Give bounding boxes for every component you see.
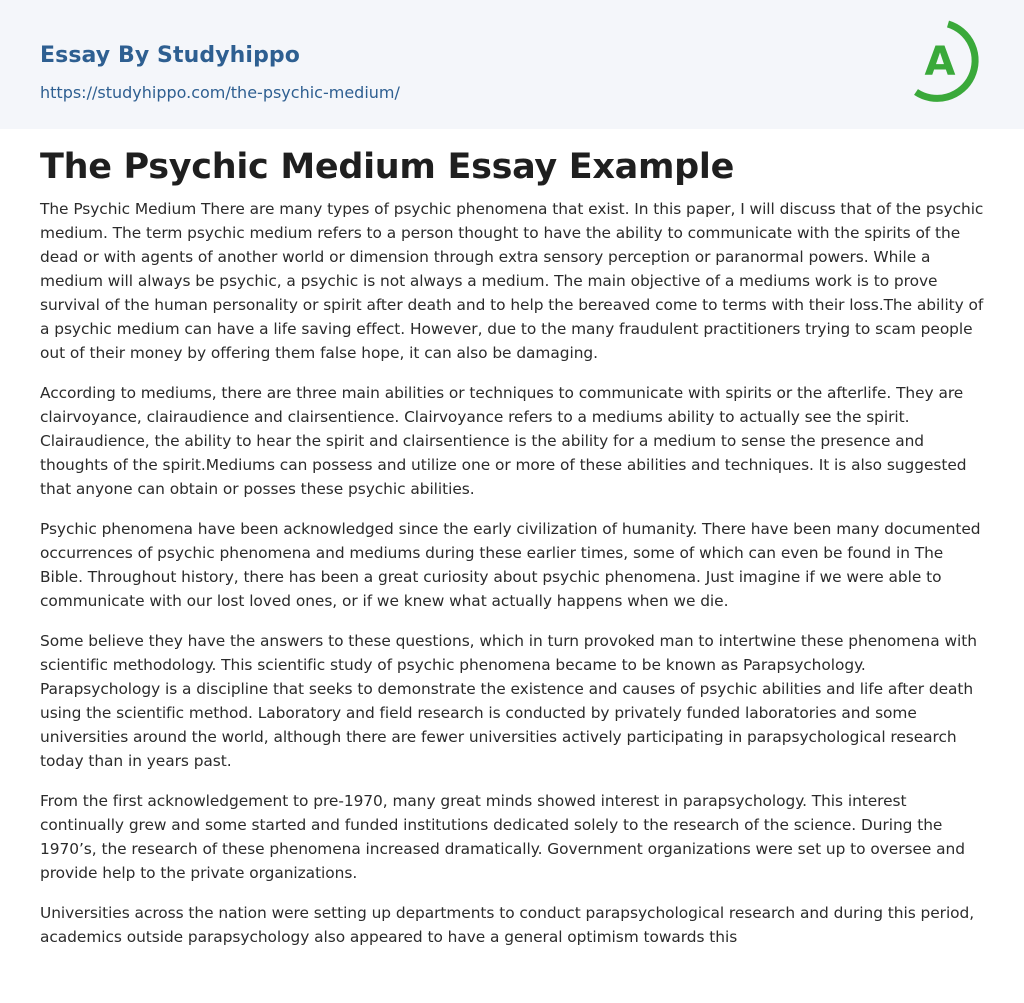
essay-paragraph-6: Universities across the nation were setting up departments to conduct parapsychological research and during this period, academics outside parapsychology also appeared to have a general optimism towards this — [40, 904, 975, 946]
essay-paragraph-2: According to mediums, there are three main abilities or techniques to communicate with spirits or the afterlife. They are clairvoyance, clairaudience and clairsentience. Clairvoyance refers to a mediums ability to actually see the spirit. Clairaudience, the ability to hear the spirit and clairsentience is the ability for a medium to sense the presence and thoughts of the spirit.Mediums can possess and utilize one or more of these abilities and techniques. It is also suggested that anyone can obtain or posses these psychic abilities. — [40, 384, 967, 498]
page-title: The Psychic Medium Essay Example — [40, 147, 735, 187]
article-content — [0, 129, 1024, 949]
essay-paragraph-1: The Psychic Medium There are many types of psychic phenomena that exist. In this paper, I will discuss that of the psychic medium. The term psychic medium refers to a person thought to have the ability to communicate with the spirits of the dead or with agents of another world or dimension through extra sensory perception or paranormal powers. While a medium will always be psychic, a psychic is not always a medium. The main objective of a mediums work is to prove survival of the human personality or spirit after death and to help the bereaved come to terms with their loss.The ability of a psychic medium can have a life saving effect. However, due to the many fraudulent practitioners trying to scam people out of their money by offering them false hope, it can also be damaging. — [40, 200, 984, 362]
studyhippo-logo-icon[interactable] — [912, 18, 986, 106]
essay-paragraph-5: From the first acknowledgement to pre-1970, many great minds showed interest in parapsychology. This interest continually grew and some started and funded institutions dedicated solely to the research of the science. During the 1970’s, the research of these phenomena increased dramatically. Government organizations were set up to oversee and provide help to the private organizations. — [40, 792, 965, 882]
essay-paragraph-3: Psychic phenomena have been acknowledged since the early civilization of humanity. There have been many documented occurrences of psychic phenomena and mediums during these earlier times, some of which can even be found in The Bible. Throughout history, there has been a great curiosity about psychic phenomena. Just imagine if we were able to communicate with our lost loved ones, or if we knew what actually happens when we die. — [40, 520, 981, 610]
source-url-link[interactable]: https://studyhippo.com/the-psychic-medium/ — [40, 83, 400, 102]
essay-paragraph-4: Some believe they have the answers to these questions, which in turn provoked man to intertwine these phenomena with scientific methodology. This scientific study of psychic phenomena became to be known as Parapsychology. Parapsychology is a discipline that seeks to demonstrate the existence and causes of psychic abilities and life after death using the scientific method. Laboratory and field research is conducted by privately funded laboratories and some universities around the world, although there are fewer universities actively participating in parapsychological research today than in years past. — [40, 632, 977, 770]
logo-letter: A — [924, 39, 956, 85]
site-brand[interactable]: Essay By Studyhippo — [40, 43, 300, 68]
site-header — [0, 0, 1024, 129]
